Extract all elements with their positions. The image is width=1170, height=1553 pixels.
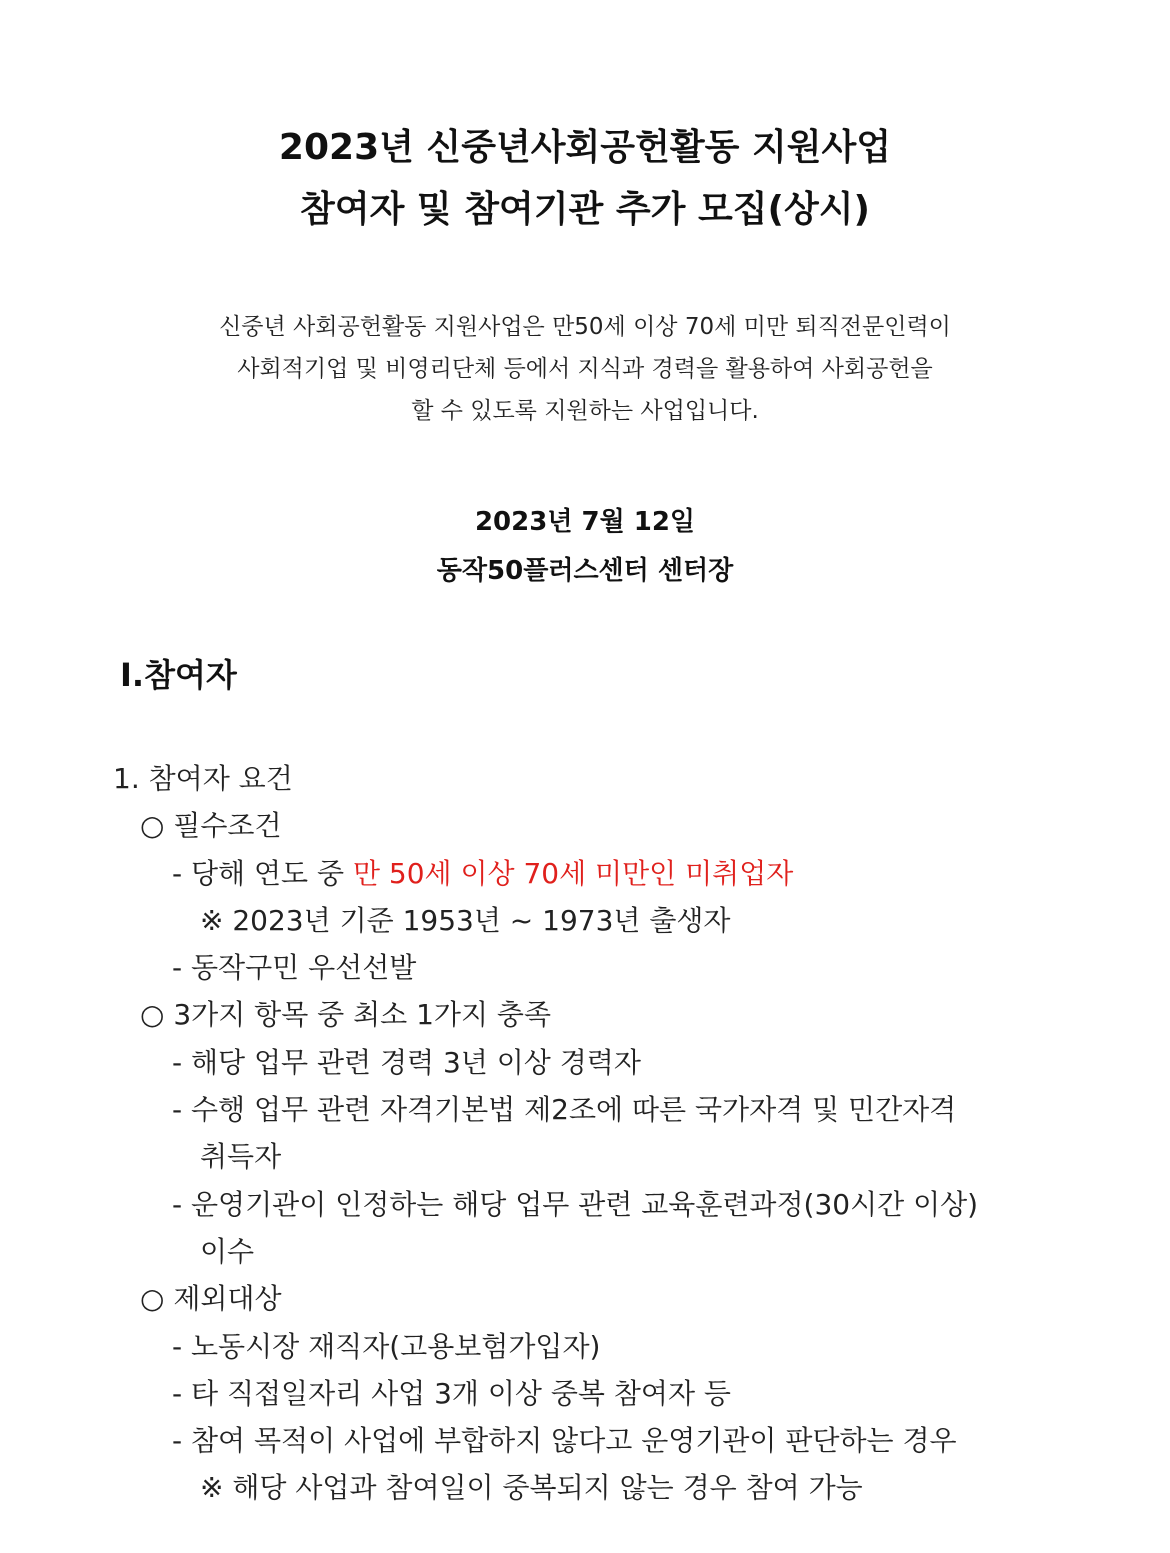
list-item: - 노동시장 재직자(고용보험가입자)	[172, 1329, 601, 1363]
intro-line: 할 수 있도록 지원하는 사업입니다.	[411, 398, 759, 424]
list-item: - 동작구민 우선선발	[172, 951, 417, 985]
issuer-name: 동작50플러스센터 센터장	[436, 556, 734, 586]
list-item: - 운영기관이 인정하는 해당 업무 관련 교육훈련과정(30시간 이상)	[172, 1187, 979, 1221]
subheading-excluded: ○ 제외대상	[140, 1282, 282, 1316]
subheading-required: ○ 필수조건	[140, 809, 282, 843]
note: ※ 2023년 기준 1953년 ~ 1973년 출생자	[200, 903, 731, 937]
section-heading: Ⅰ.참여자	[120, 656, 237, 694]
list-item: - 해당 업무 관련 경력 3년 이상 경력자	[172, 1045, 641, 1079]
intro-line: 신중년 사회공헌활동 지원사업은 만50세 이상 70세 미만 퇴직전문인력이	[219, 314, 951, 340]
issue-date: 2023년 7월 12일	[474, 507, 696, 537]
subheading-optional: ○ 3가지 항목 중 최소 1가지 충족	[140, 998, 551, 1032]
intro-paragraph	[0, 306, 1170, 432]
list-item	[113, 850, 978, 897]
highlight-text: 만 50세 이상 70세 미만인 미취업자	[352, 856, 794, 890]
requirements-list	[113, 755, 978, 1512]
list-item-continuation: 이수	[200, 1234, 255, 1268]
title-line-2: 참여자 및 참여기관 추가 모집(상시)	[300, 189, 870, 230]
list-item: - 타 직접일자리 사업 3개 이상 중복 참여자 등	[172, 1376, 731, 1410]
list-item: - 참여 목적이 사업에 부합하지 않다고 운영기관이 판단하는 경우	[172, 1424, 957, 1458]
note: ※ 해당 사업과 참여일이 중복되지 않는 경우 참여 가능	[200, 1471, 863, 1505]
list-item-text: - 당해 연도 중	[172, 856, 353, 890]
list-item: - 수행 업무 관련 자격기본법 제2조에 따른 국가자격 및 민간자격	[172, 1093, 957, 1127]
document-title	[0, 117, 1170, 241]
list-item-continuation: 취득자	[200, 1140, 282, 1174]
list-heading: 1. 참여자 요건	[113, 762, 293, 795]
title-line-1: 2023년 신중년사회공헌활동 지원사업	[278, 127, 892, 168]
intro-line: 사회적기업 및 비영리단체 등에서 지식과 경력을 활용하여 사회공헌을	[237, 356, 933, 382]
issuer-block	[0, 498, 1170, 596]
